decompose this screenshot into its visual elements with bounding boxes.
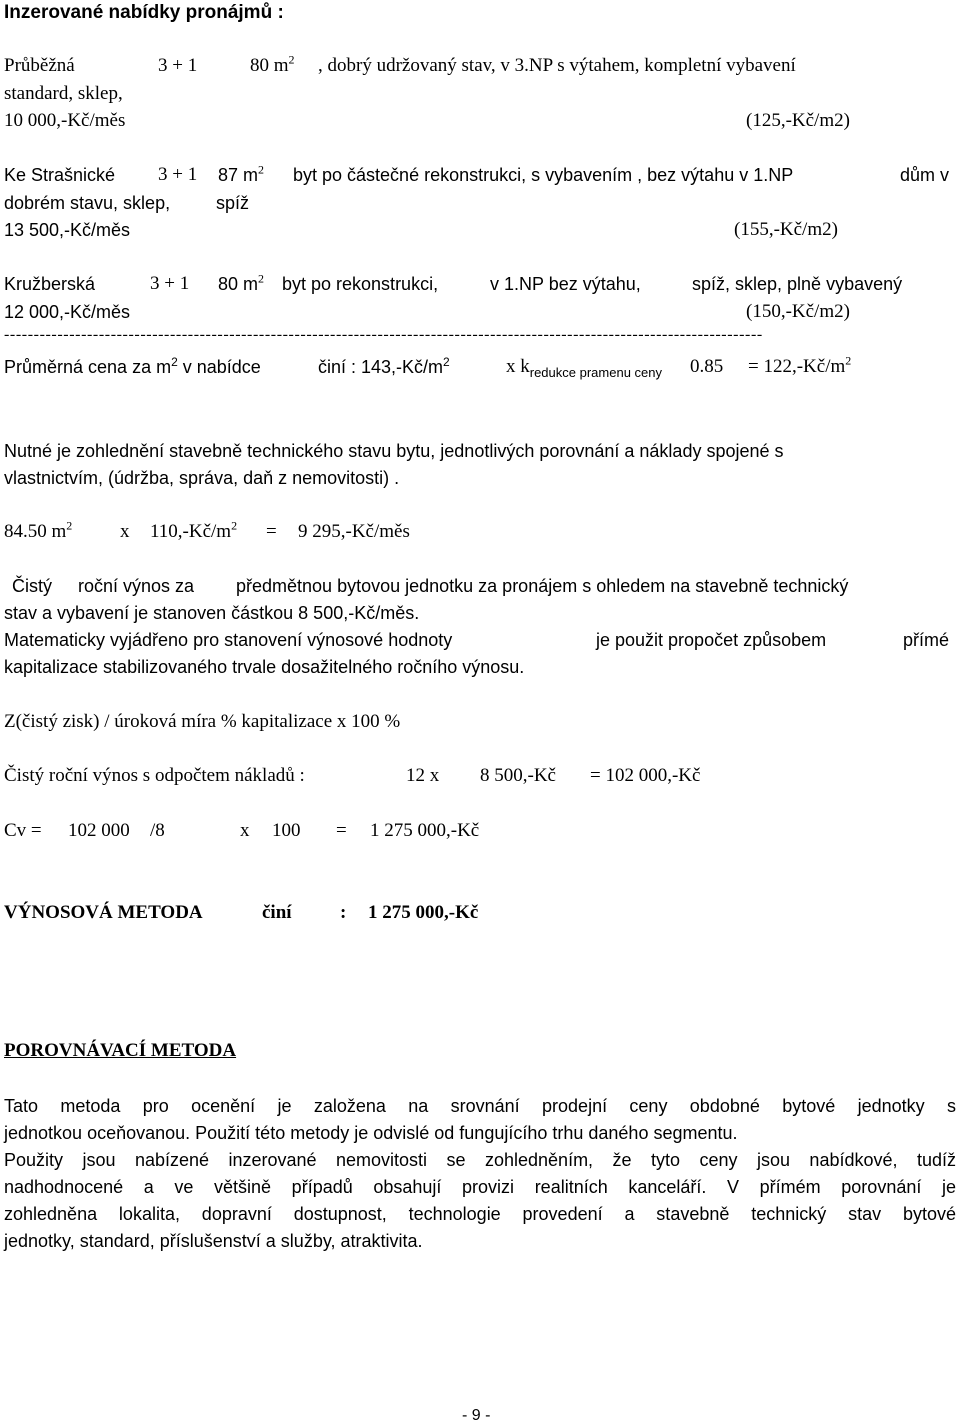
offer-description-3: spíž, sklep, plně vybavený: [692, 274, 903, 294]
offer-street: Průběžná: [4, 55, 75, 76]
offer-description: , dobrý udržovaný stav, v 3.NP s výtahem, kompletní vybavení: [318, 55, 796, 76]
offer-layout: 3 + 1: [150, 273, 190, 294]
cv-value: 102 000: [68, 820, 130, 841]
offer-description-cont: standard, sklep,: [4, 83, 123, 104]
offer-description: byt po rekonstrukci,: [282, 274, 439, 294]
note-line-1: Nutné je zohlednění stavebně technického stavu bytu, jednotlivých porovnání a náklady spojené s: [4, 441, 784, 461]
yield-line-3c: přímé: [903, 630, 950, 650]
calc-equals: =: [266, 521, 277, 542]
offer-street: Ke Strašnické: [4, 165, 116, 185]
income-method-colon: :: [340, 902, 347, 923]
cv-divisor: /8: [150, 820, 165, 841]
yield-line-1b: roční výnos za: [78, 576, 195, 596]
cv-result: 1 275 000,-Kč: [370, 820, 480, 841]
note-line-2: vlastnictvím, (údržba, správa, daň z nemovitosti) .: [4, 468, 400, 488]
average-price-label: Průměrná cena za $m^2$ v nabídce: [4, 355, 261, 377]
reduction-value: 0.85: [690, 356, 724, 377]
yield-line-1c: předmětnou bytovou jednotku za pronájem s ohledem na stavebně technický: [236, 576, 849, 596]
cv-equals: =: [336, 820, 347, 841]
offer-area: 87 $m^2$: [218, 162, 265, 185]
offer-area: 80 $m^2$: [218, 271, 265, 294]
calc-operator: x: [120, 521, 130, 542]
offer-price-per-m2: (150,-Kč/m2): [746, 301, 850, 322]
net-income-label: Čistý roční výnos s odpočtem nákladů :: [4, 765, 305, 786]
calc-result: 9 295,-Kč/měs: [298, 521, 410, 542]
calc-price: $110,-Kč/m^2$: [150, 518, 238, 542]
income-method-value: 1 275 000,-Kč: [368, 902, 479, 923]
offer-layout: 3 + 1: [158, 164, 198, 185]
comparative-line-6: jednotky, standard, příslušenství a služby, atraktivita.: [4, 1231, 423, 1251]
offer-price-per-m2: (125,-Kč/m2): [746, 110, 850, 131]
offer-description: byt po částečné rekonstrukci, s vybavením , bez výtahu v 1.NP: [293, 165, 794, 185]
section-title: Inzerované nabídky pronájmů :: [4, 2, 284, 23]
net-income-multiplier: 12 x: [406, 765, 440, 786]
offer-description-end: dům v: [900, 165, 950, 185]
comparative-line-3: Použity jsou nabízené inzerované nemovitosti se zohledněním, že tyto ceny jsou nabídkové, tudíž: [4, 1150, 956, 1170]
net-income-result: = 102 000,-Kč: [590, 765, 701, 786]
cv-label: Cv =: [4, 820, 42, 841]
yield-line-3b: je použit propočet způsobem: [596, 630, 827, 650]
cv-hundred: 100: [272, 820, 301, 841]
offer-rent: 13 500,-Kč/měs: [4, 220, 131, 240]
yield-line-3a: Matematicky vyjádřeno pro stanovení výnosové hodnoty: [4, 630, 453, 650]
offer-description-extra: spíž: [216, 193, 250, 213]
comparative-line-2: jednotkou oceňovanou. Použití této metody je odvislé od fungujícího trhu daného segmentu.: [4, 1123, 738, 1143]
cv-operator: x: [240, 820, 250, 841]
offer-area: 80 $m^2$: [250, 52, 295, 76]
comparative-method-heading: POROVNÁVACÍ METODA: [4, 1040, 237, 1061]
offer-layout: 3 + 1: [158, 55, 198, 76]
offer-rent: 10 000,-Kč/měs: [4, 110, 126, 131]
calc-area: 84.50 $m^2$: [4, 518, 73, 542]
income-method-label: VÝNOSOVÁ METODA: [4, 902, 203, 923]
reduction-coefficient: x $k_{redukce pramenu ceny}$: [506, 356, 662, 380]
income-method-cini: činí: [262, 902, 292, 923]
net-income-monthly: 8 500,-Kč: [480, 765, 556, 786]
offer-description-cont: dobrém stavu, sklep,: [4, 193, 171, 213]
comparative-line-5: zohledněna lokalita, dopravní dostupnost, technologie provedení a stavebně technický stav bytové: [4, 1204, 956, 1224]
offer-rent: 12 000,-Kč/měs: [4, 302, 131, 322]
offer-price-per-m2: (155,-Kč/m2): [734, 219, 838, 240]
yield-line-1a: Čistý: [12, 576, 52, 596]
yield-line-4: kapitalizace stabilizovaného trvale dosažitelného ročního výnosu.: [4, 657, 525, 677]
comparative-line-1: Tato metoda pro ocenění je založena na srovnání prodejní ceny obdobné bytové jednotky s: [4, 1096, 956, 1116]
yield-line-2: stav a vybavení je stanoven částkou 8 500,-Kč/měs.: [4, 603, 420, 623]
dashed-separator: --------------------------------------------------------------------------------------------------------------------------------: [4, 326, 763, 343]
comparative-line-4: nadhodnocené a ve většině případů obsahují provizi realitních kanceláří. V přímém porovnání je: [4, 1177, 956, 1197]
offer-description-2: v 1.NP bez výtahu,: [490, 274, 641, 294]
offer-street: Kružberská: [4, 274, 96, 294]
average-price-value: činí : $143,-Kč/m^2$: [318, 355, 450, 377]
page-number: - 9 -: [462, 1407, 491, 1424]
capitalization-formula: Z(čistý zisk) / úroková míra % kapitalizace x 100 %: [4, 711, 401, 732]
reduced-price: = $122,-Kč/m^2$: [748, 353, 852, 377]
